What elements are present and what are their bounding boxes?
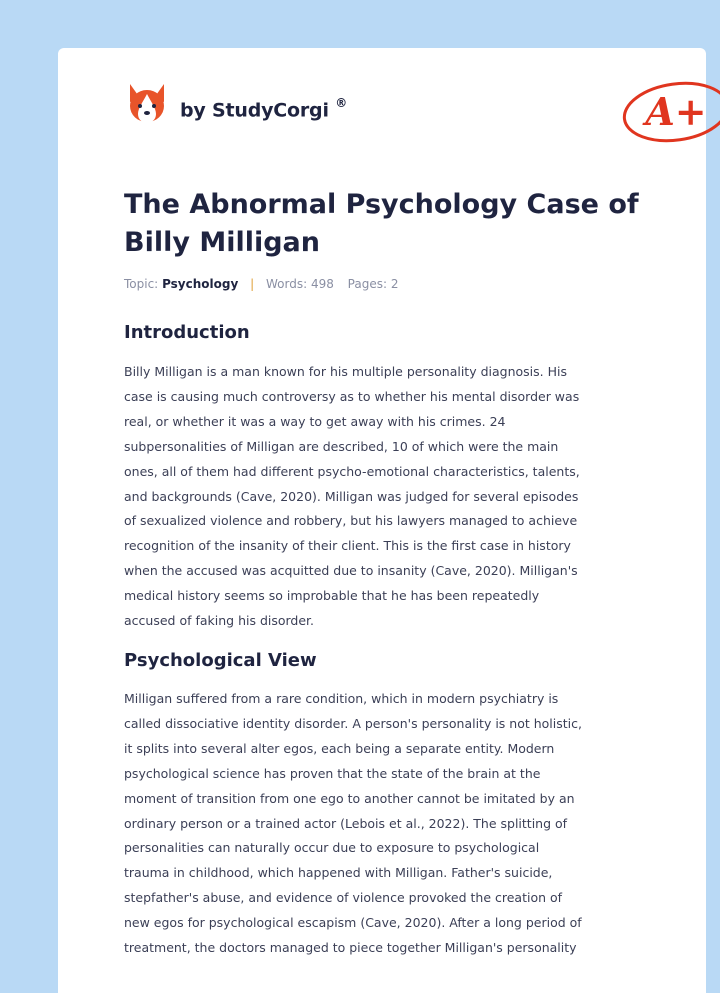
paragraph-line: Milligan suffered from a rare condition, which in modern psychiatry is (124, 691, 559, 706)
corgi-logo-icon (124, 82, 170, 126)
brand-text: by StudyCorgi (180, 99, 329, 122)
paragraph-line: treatment, the doctors managed to piece together Milligan's personality (124, 940, 577, 956)
paragraph-line: psychological science has proven that the state of the brain at the (124, 765, 541, 781)
paragraph-line: ordinary person or a trained actor (Lebois et al., 2022). The splitting of (124, 815, 568, 831)
paragraph-line: subpersonalities of Milligan are described, 10 of which were the main (124, 438, 559, 454)
paragraph-line: new egos for psychological escapism (Cave, 2020). After a long period of (124, 915, 582, 931)
grade-text: A+ (645, 89, 707, 134)
word-count: Words: 498 (265, 277, 334, 291)
paragraph-line: ones, all of them had different psycho-emotional characteristics, talents, (124, 463, 580, 479)
section-body-introduction (124, 360, 698, 634)
paragraph-line: of sexualized violence and robbery, but his lawyers managed to achieve (124, 513, 578, 529)
brand-name[interactable] (180, 98, 347, 121)
paragraph-line: medical history seems so improbable that he has been repeatedly (124, 588, 540, 604)
paragraph-line: recognition of the insanity of their client. This is the first case in history (124, 538, 571, 554)
section-body-psychological-view (124, 687, 698, 961)
grade-badge-icon (618, 78, 720, 146)
document-page (58, 48, 706, 993)
registered-mark: ® (335, 96, 347, 110)
paragraph-line: case is causing much controversy as to whether his mental disorder was (124, 388, 580, 404)
paragraph-line: accused of faking his disorder. (124, 613, 315, 629)
title-line: The Abnormal Psychology Case of (124, 189, 639, 220)
topic-label: Topic: (124, 277, 159, 291)
header (124, 78, 707, 134)
paragraph-line: real, or whether it was a way to get away with his crimes. 24 (124, 413, 506, 429)
paragraph-line: when the accused was acquitted due to insanity (Cave, 2020). Milligan's (124, 563, 578, 579)
section-heading-psychological-view: Psychological View (124, 650, 317, 671)
paragraph-line: Billy Milligan is a man known for his multiple personality diagnosis. His (124, 364, 567, 379)
title-line: Billy Milligan (124, 227, 321, 258)
paragraph-line: moment of transition from one ego to another cannot be imitated by an (124, 790, 575, 806)
page-title (124, 186, 664, 262)
document-meta (124, 277, 398, 291)
paragraph-line: personalities can naturally occur due to exposure to psychological (124, 840, 540, 856)
paragraph-line: trauma in childhood, which happened with Milligan. Father's suicide, (124, 865, 553, 881)
section-heading-introduction: Introduction (124, 322, 250, 343)
paragraph-line: it splits into several alter egos, each being a separate entity. Modern (124, 740, 555, 756)
paragraph-line: called dissociative identity disorder. A person's personality is not holistic, (124, 715, 582, 731)
paragraph-line: and backgrounds (Cave, 2020). Milligan was judged for several episodes (124, 488, 579, 504)
paragraph-line: stepfather's abuse, and evidence of violence provoked the creation of (124, 890, 563, 906)
meta-separator: | (250, 277, 255, 291)
page-count: Pages: 2 (347, 277, 399, 291)
topic-link[interactable]: Psychology (162, 277, 239, 291)
